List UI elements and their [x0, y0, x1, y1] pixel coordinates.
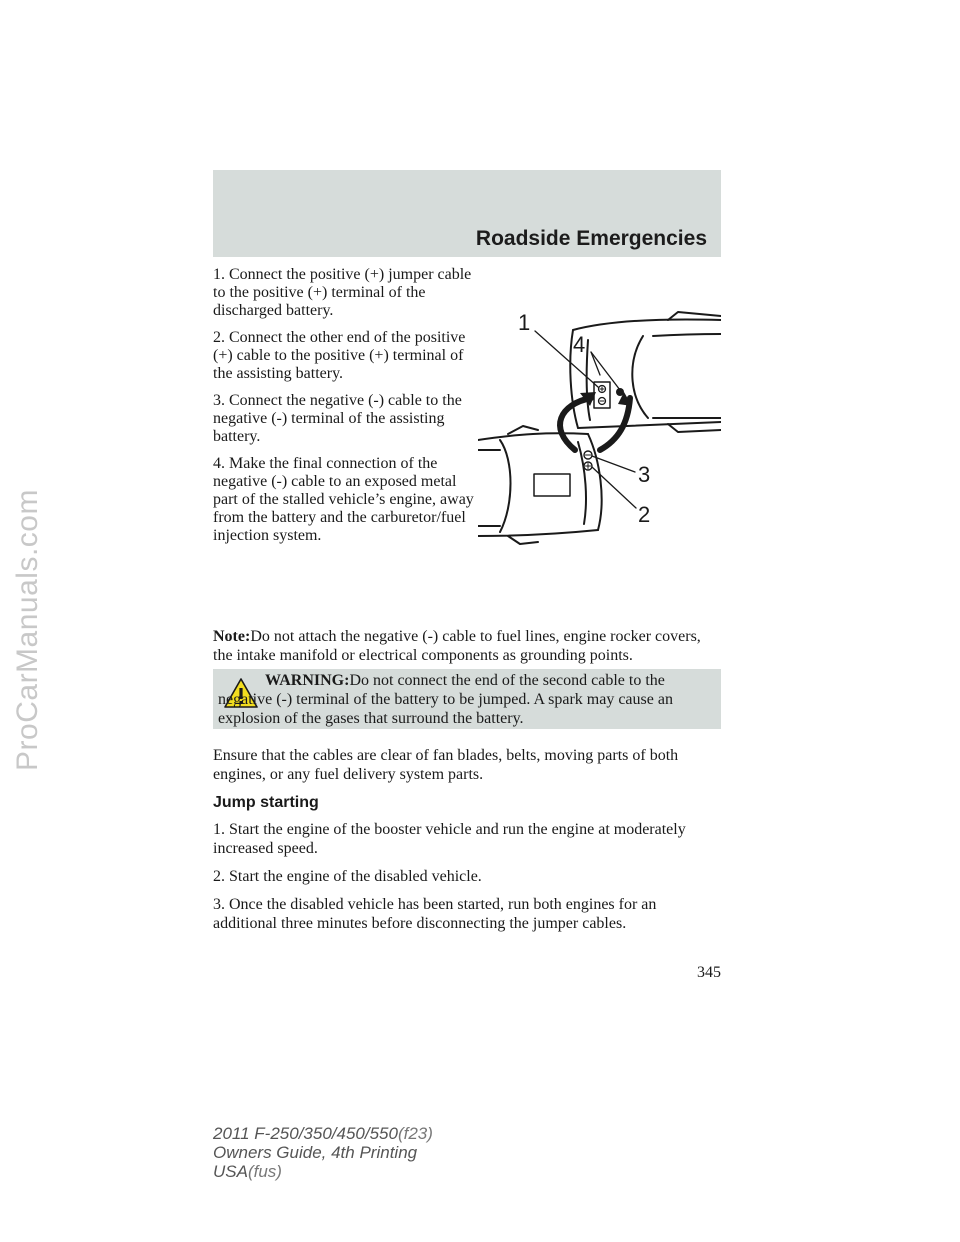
page-number: 345: [697, 964, 721, 981]
footer-model-line: [213, 1124, 433, 1143]
jump-step-2: 2. Start the engine of the disabled vehicle.: [213, 868, 482, 885]
footer-region: USA: [213, 1162, 248, 1181]
watermark-text: ProCarManuals.com: [11, 489, 44, 771]
connect-step-3: 3. Connect the negative (-) cable to the negative (-) terminal of the assisting battery.: [213, 392, 462, 445]
callout-3: 3: [638, 462, 651, 487]
footer: [213, 1124, 433, 1181]
footer-model: 2011 F-250/350/450/550: [213, 1124, 398, 1143]
assisting-vehicle: [570, 312, 721, 432]
jump-step-3: 3. Once the disabled vehicle has been started, run both engines for an additional three minutes before disconnecting the jumper cables.: [213, 896, 657, 932]
jump-starting-heading: Jump starting: [213, 794, 319, 811]
note-text: Do not attach the negative (-) cable to fuel lines, engine rocker covers, the intake manifold or electrical components as grounding points.: [213, 628, 701, 664]
jumper-cable-diagram: [478, 300, 721, 550]
callout-4: 4: [573, 332, 586, 357]
callout-1: 1: [518, 310, 531, 335]
watermark: [8, 200, 48, 1060]
warning-text: Do not connect the end of the second cable to the negative (-) terminal of the battery to be jumped. A spark may cause an explosion of the gases that surround the battery.: [218, 672, 673, 727]
warning-paragraph: [218, 671, 716, 728]
note-label: Note:: [213, 628, 251, 645]
footer-guide: Owners Guide, 4th Printing: [213, 1143, 418, 1162]
connect-steps: [213, 266, 475, 554]
main-body: [213, 746, 721, 942]
cables-clear-paragraph: Ensure that the cables are clear of fan blades, belts, moving parts of both engines, or any fuel delivery system parts.: [213, 747, 679, 783]
jump-step-1: 1. Start the engine of the booster vehicle and run the engine at moderately increased speed.: [213, 821, 686, 857]
connect-step-4: 4. Make the final connection of the negative (-) cable to an exposed metal part of the stalled vehicle’s engine, away from the battery and the carburetor/fuel injection system.: [213, 455, 474, 544]
section-header: [213, 170, 721, 257]
connect-step-2: 2. Connect the other end of the positive (+) cable to the positive (+) terminal of the assisting battery.: [213, 329, 466, 382]
section-title: Roadside Emergencies: [475, 227, 707, 250]
callout-2: 2: [638, 502, 651, 527]
note-paragraph: [213, 627, 721, 665]
connect-step-1: 1. Connect the positive (+) jumper cable to the positive (+) terminal of the discharged battery.: [213, 266, 472, 319]
footer-region-line: [213, 1162, 433, 1181]
stalled-battery: [534, 451, 592, 496]
warning-box: [213, 669, 721, 729]
footer-model-code: (f23): [397, 1124, 433, 1143]
connection-arrow: [560, 398, 591, 450]
stalled-vehicle: [478, 426, 602, 544]
footer-region-code: (fus): [247, 1162, 282, 1181]
warning-label: WARNING:: [265, 672, 350, 689]
